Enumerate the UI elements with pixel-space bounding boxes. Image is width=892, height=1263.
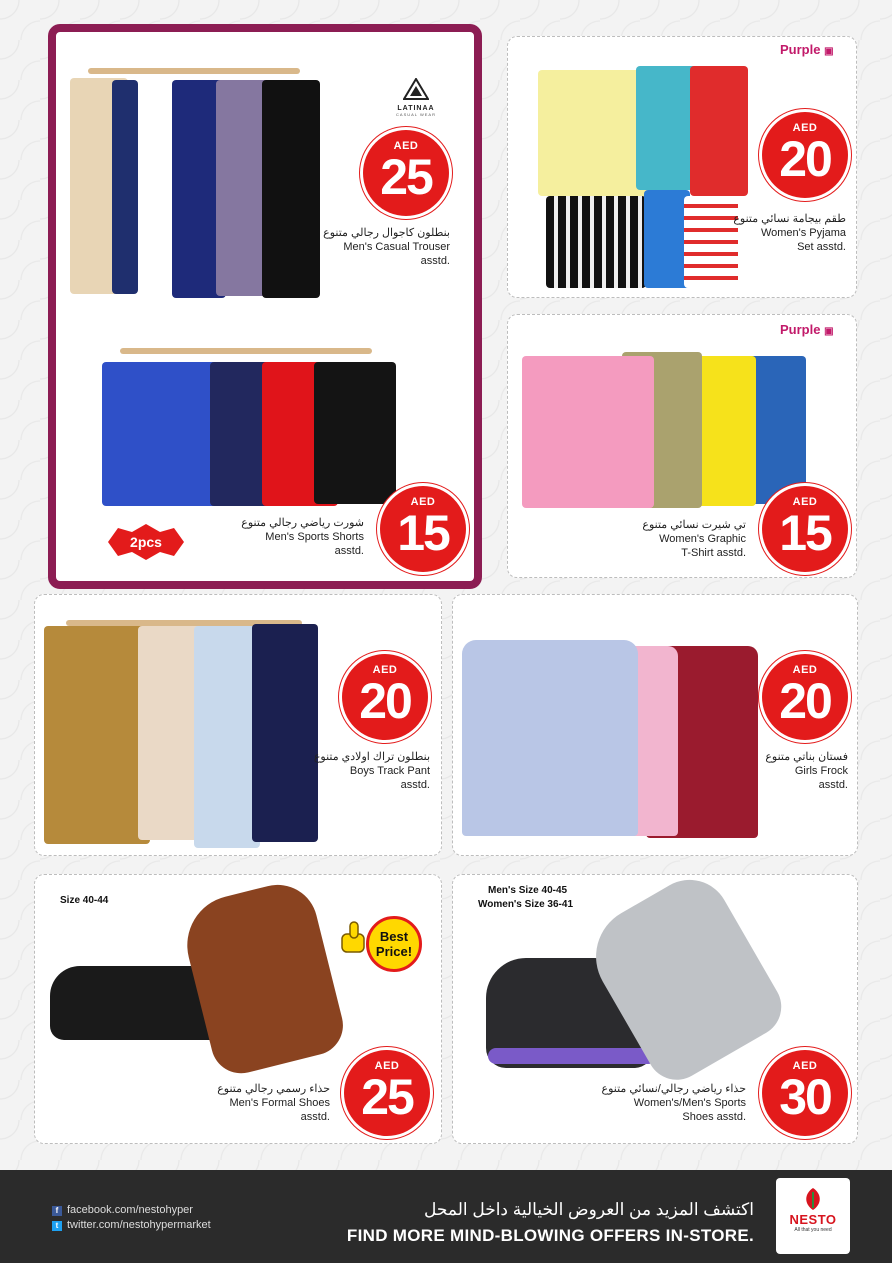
best-price-badge: Best Price! — [340, 912, 426, 976]
footer-tagline-en: FIND MORE MIND-BLOWING OFFERS IN-STORE. — [346, 1226, 754, 1245]
desc-mens-shorts: شورت رياضي رجالي متنوع Men's Sports Shorts asstd. — [241, 517, 364, 557]
desc-womens-tshirt: تي شيرت نسائي متنوع Women's Graphic T-Shirt asstd. — [642, 519, 746, 559]
price-badge-mens-trouser: AED 25 — [363, 130, 449, 216]
brand-purple-logo-2: Purple ▣ — [780, 322, 834, 337]
nesto-leaf-icon — [800, 1186, 826, 1212]
price-badge-womens-pyjama: AED 20 — [762, 112, 848, 198]
brand-purple-logo: Purple ▣ — [780, 42, 834, 57]
desc-boys-track-pant: بنطلون تراك اولادي متنوع Boys Track Pant asstd. — [313, 751, 430, 791]
nesto-logo: NESTO All that you need — [776, 1178, 850, 1254]
desc-girls-frock: فستان بناتي متنوع Girls Frock asstd. — [765, 751, 848, 791]
price-badge-boys-track-pant: AED 20 — [342, 654, 428, 740]
size-note-sports: Men's Size 40-45 Women's Size 36-41 — [478, 885, 574, 910]
footer-tagline-ar: اكتشف المزيد من العروض الخيالية داخل المحل — [424, 1200, 754, 1219]
twitter-link[interactable]: t twitter.com/nestohypermarket — [52, 1219, 211, 1231]
size-note-formal: Size 40-44 — [60, 895, 109, 906]
two-pcs-badge: 2pcs — [108, 524, 184, 560]
facebook-icon: f — [52, 1206, 62, 1216]
price-badge-womens-tshirt: AED 15 — [762, 486, 848, 572]
price-badge-sports-shoes: AED 30 — [762, 1050, 848, 1136]
price-badge-mens-shorts: AED 15 — [380, 486, 466, 572]
desc-mens-trouser: بنطلون كاجوال رجالي متنوع Men's Casual Trouser asstd. — [323, 227, 450, 267]
facebook-link[interactable]: f facebook.com/nestohyper — [52, 1204, 193, 1216]
desc-womens-pyjama: طقم بيجامة نسائي متنوع Women's Pyjama Set asstd. — [733, 213, 846, 253]
desc-sports-shoes: حذاء رياضي رجالي/نسائي متنوع Women's/Men's Sports Shoes asstd. — [601, 1083, 746, 1123]
price-badge-formal-shoes: AED 25 — [344, 1050, 430, 1136]
latinaa-logo: LATINAA CASUAL WEAR — [386, 78, 446, 117]
twitter-icon: t — [52, 1221, 62, 1231]
desc-formal-shoes: حذاء رسمي رجالي متنوع Men's Formal Shoes asstd. — [217, 1083, 330, 1123]
price-badge-girls-frock: AED 20 — [762, 654, 848, 740]
